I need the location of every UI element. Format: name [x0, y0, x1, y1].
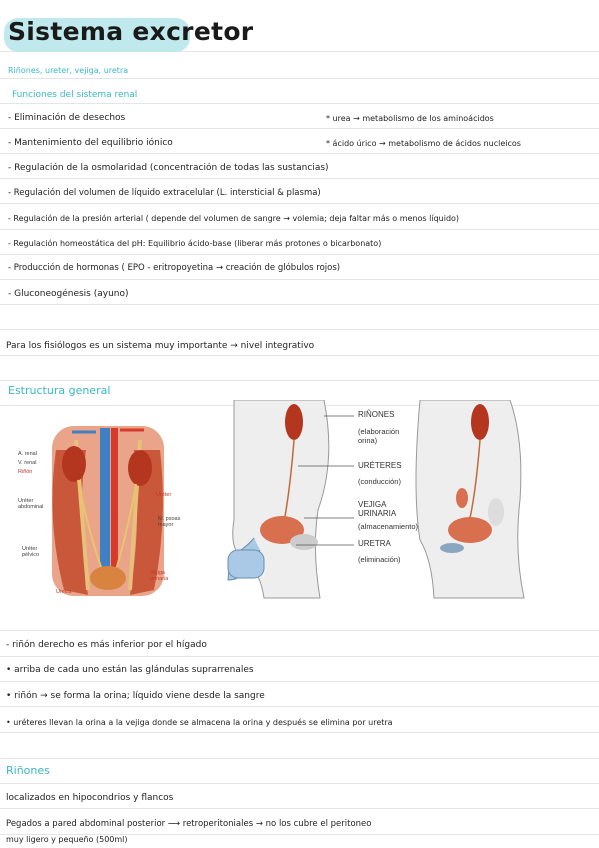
kidneys-line: muy ligero y pequeño (500ml)	[6, 835, 128, 844]
label-ureter-pelvico: Uréter pélvico	[22, 546, 40, 558]
structure-heading: Estructura general	[8, 384, 111, 397]
side-note: * urea → metabolismo de los aminoácidos	[326, 114, 494, 123]
function-item: - Mantenimiento del equilibrio iónico	[8, 138, 173, 148]
function-item: - Gluconeogénesis (ayuno)	[8, 289, 129, 299]
label-ureteres: URÉTERES	[358, 461, 402, 470]
label-rinones-sub: (elaboración orina)	[358, 427, 400, 445]
functions-heading: Funciones del sistema renal	[12, 90, 138, 100]
function-item: - Regulación homeostática del pH: Equilibrio ácido-base (liberar más protones o bicarbonato)	[8, 239, 382, 248]
label-m-psoas: M. psoas mayor	[158, 516, 181, 528]
label-vejiga-sub: (almacenamiento)	[358, 522, 419, 531]
subtitle: Riñones, ureter, vejiga, uretra	[8, 66, 129, 75]
label-ureter-abdominal: Uréter abdominal	[18, 498, 44, 510]
label-vejiga-urinaria: VEJIGA URINARIA	[358, 500, 397, 518]
label-uretra-right: URETRA	[358, 539, 391, 548]
function-item: - Regulación del volumen de líquido extracelular (L. intersticial & plasma)	[8, 188, 321, 198]
label-v-renal: V. renal	[18, 460, 37, 466]
kidneys-line: Pegados a pared abdominal posterior ⟶ retroperitoniales → no los cubre el peritoneo	[6, 819, 372, 829]
label-a-renal: A. renal	[18, 451, 37, 457]
structure-point: • arriba de cada uno están las glándulas suprarrenales	[6, 665, 254, 675]
structure-point: • riñón → se forma la orina; líquido viene desde la sangre	[6, 691, 265, 701]
label-uretra-sub: (eliminación)	[358, 555, 401, 564]
structure-point: - riñón derecho es más inferior por el hígado	[6, 640, 207, 650]
function-item: - Regulación de la osmolaridad (concentración de todas las sustancias)	[8, 163, 329, 173]
page-title: Sistema excretor	[8, 17, 254, 46]
label-ureteres-sub: (conducción)	[358, 477, 401, 486]
side-note: * ácido úrico → metabolismo de ácidos nucleicos	[326, 139, 521, 148]
label-uretra: Uretra	[56, 589, 72, 595]
function-item: - Regulación de la presión arterial ( depende del volumen de sangre → volemia; deja faltar más o menos líquido)	[8, 214, 460, 223]
function-item: - Eliminación de desechos	[8, 113, 126, 123]
anatomy-figure-back	[16, 420, 186, 600]
label-vejiga: Vejiga urinaria	[150, 570, 169, 582]
kidneys-line: localizados en hipocondrios y flancos	[6, 793, 174, 803]
label-rinones: RIÑONES	[358, 410, 395, 419]
function-item: - Producción de hormonas ( EPO - eritropoyetina → creación de glóbulos rojos)	[8, 263, 341, 273]
kidneys-heading: Riñones	[6, 764, 50, 777]
integrative-note: Para los fisiólogos es un sistema muy importante → nivel integrativo	[6, 341, 315, 351]
structure-point: • uréteres llevan la orina a la vejiga donde se almacena la orina y después se elimina por uretra	[6, 718, 393, 727]
label-ureter: Uréter	[156, 492, 172, 498]
label-rinon: Riñón	[18, 469, 33, 475]
anatomy-figure-side	[224, 400, 544, 600]
